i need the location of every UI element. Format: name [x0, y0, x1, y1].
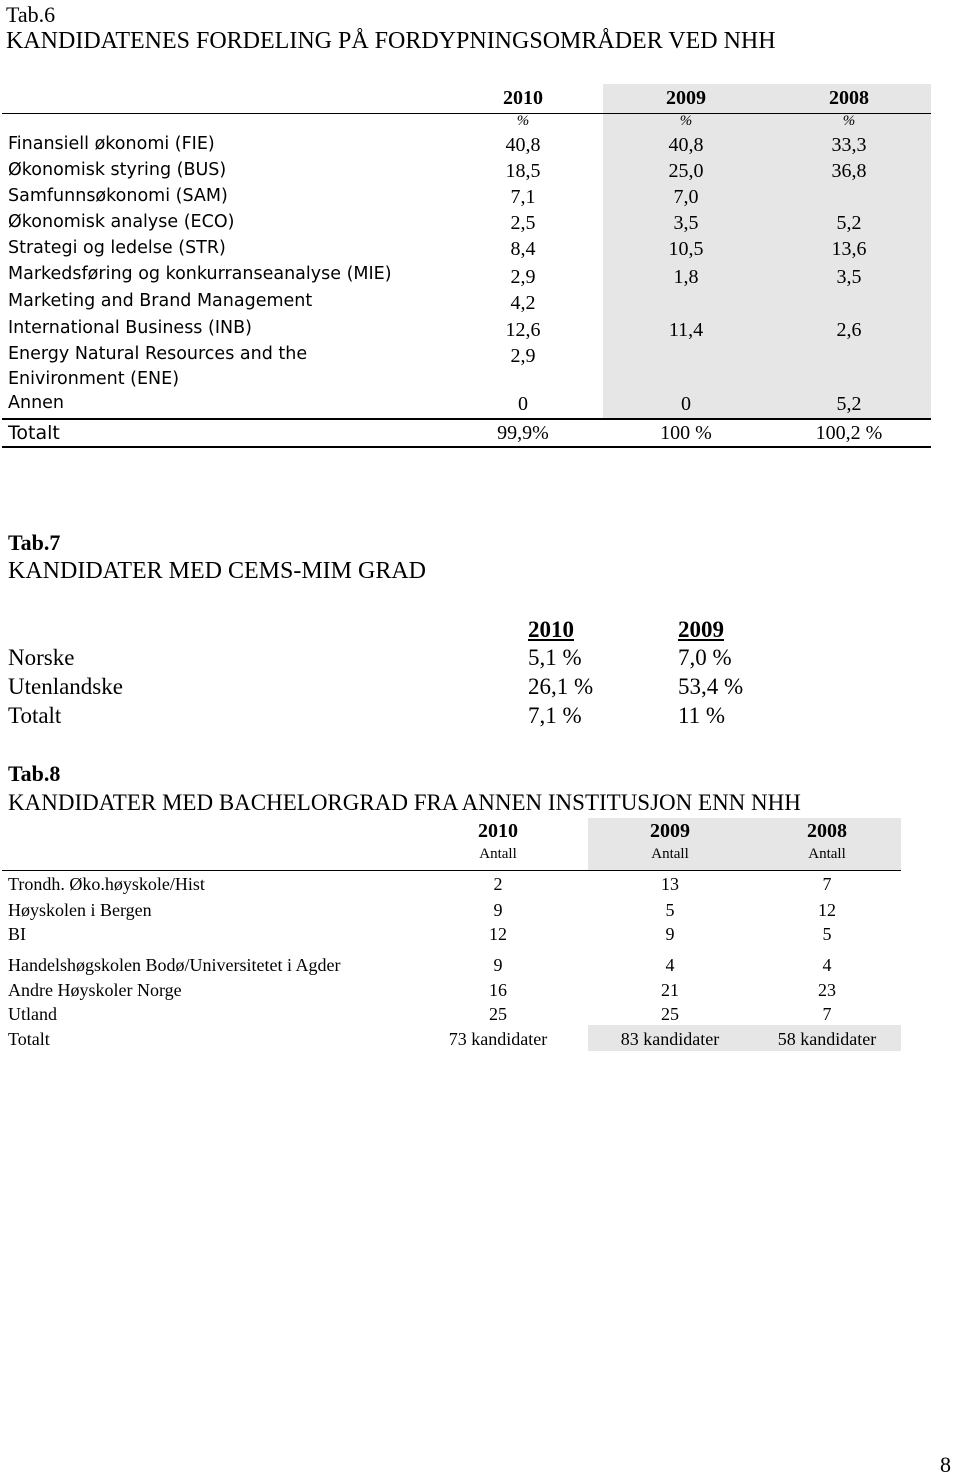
tab7-year-2010: 2010: [528, 617, 574, 642]
tab6-row-label: Økonomisk styring (BUS): [8, 160, 227, 180]
tab8-row-label: Utland: [8, 1004, 57, 1024]
tab8-unit-2008: Antall: [808, 846, 846, 862]
tab8-total-cell: 58 kandidater: [777, 1029, 877, 1049]
tab8-cell: 5: [665, 900, 675, 920]
tab6-unit-2010: %: [516, 113, 530, 129]
tab6-unit-2008: %: [842, 113, 856, 129]
tab6-year-2009: 2009: [666, 87, 706, 109]
tab8-label: Tab.8: [8, 761, 61, 786]
tab8-title: KANDIDATER MED BACHELORGRAD FRA ANNEN INSTITUSJON ENN NHH: [8, 790, 801, 815]
tab8-row-label: Høyskolen i Bergen: [8, 900, 152, 920]
tab6-rule-bottom: [2, 446, 931, 448]
tab8-cell: 9: [493, 900, 503, 920]
tab8-cell: 25: [489, 1004, 507, 1024]
tab6-cell: 8,4: [510, 238, 536, 260]
tab6-year-2008: 2008: [829, 87, 869, 109]
tab6-cell: 40,8: [505, 134, 541, 156]
tab8-unit-2010: Antall: [479, 846, 517, 862]
tab6-row-label: Samfunnsøkonomi (SAM): [8, 186, 228, 206]
tab8-row-label: Andre Høyskoler Norge: [8, 980, 182, 1000]
tab6-cell: 3,5: [836, 266, 862, 288]
tab8-cell: 12: [489, 924, 507, 944]
tab6-cell: 10,5: [668, 238, 704, 260]
tab6-cell: 2,5: [510, 212, 536, 234]
tab6-cell: 2,6: [836, 319, 862, 341]
tab8-cell: 7: [822, 874, 832, 894]
tab8-cell: 9: [665, 924, 675, 944]
tab6-rule-top: [2, 113, 931, 114]
tab6-cell: 4,2: [510, 292, 536, 314]
tab6-cell: 7,1: [510, 186, 536, 208]
tab6-cell: 18,5: [505, 160, 541, 182]
tab8-cell: 2: [493, 874, 503, 894]
tab6-row-label-line2: Enivironment (ENE): [8, 369, 180, 389]
tab8-cell: 21: [661, 980, 679, 1000]
tab6-row-label: Energy Natural Resources and the: [8, 344, 308, 364]
tab6-cell: 7,0: [673, 186, 699, 208]
tab7-cell: 5,1 %: [528, 645, 582, 670]
tab8-year-2009: 2009: [650, 820, 690, 842]
tab6-unit-2009: %: [679, 113, 693, 129]
tab6-cell: 1,8: [673, 266, 699, 288]
tab7-label: Tab.7: [8, 530, 61, 555]
tab7-cell: 11 %: [678, 703, 726, 728]
tab6-cell: 33,3: [831, 134, 867, 156]
tab8-cell: 4: [822, 955, 832, 975]
tab7-cell: 7,0 %: [678, 645, 732, 670]
tab6-rule-total-top: [2, 418, 931, 420]
tab6-total-cell: 100 %: [660, 422, 712, 444]
tab6-cell: 0: [681, 393, 691, 415]
tab6-title: KANDIDATENES FORDELING PÅ FORDYPNINGSOMRÅDER VED NHH: [6, 28, 776, 54]
tab6-row-label: International Business (INB): [8, 318, 252, 338]
tab8-row-label: BI: [8, 924, 26, 944]
tab6-cell: 2,9: [510, 266, 536, 288]
tab8-row-label: Handelshøgskolen Bodø/Universitetet i Agder: [8, 955, 341, 975]
tab6-cell: 2,9: [510, 345, 536, 367]
tab6-cell: 25,0: [668, 160, 704, 182]
tab6-cell: 11,4: [668, 319, 704, 341]
tab6-total-cell: 99,9%: [497, 422, 549, 444]
tab8-unit-2009: Antall: [651, 846, 689, 862]
tab7-cell: 26,1 %: [528, 674, 594, 699]
tab8-cell: 9: [493, 955, 503, 975]
tab6-label: Tab.6: [6, 2, 56, 27]
tab8-year-2010: 2010: [478, 820, 518, 842]
tab7-year-2009: 2009: [678, 617, 724, 642]
tab7-row-label: Norske: [8, 645, 75, 670]
page-number: 8: [940, 1452, 951, 1477]
tab8-cell: 13: [661, 874, 679, 894]
tab8-total-cell: 73 kandidater: [448, 1029, 548, 1049]
tab8-cell: 12: [818, 900, 836, 920]
tab8-cell: 5: [822, 924, 832, 944]
tab8-cell: 7: [822, 1004, 832, 1024]
tab6-total-label: Totalt: [8, 422, 60, 444]
tab7-cell: 7,1 %: [528, 703, 582, 728]
tab6-cell: 5,2: [836, 393, 862, 415]
tab6-cell: 0: [518, 393, 528, 415]
tab6-cell: 12,6: [505, 319, 541, 341]
tab8-year-2008: 2008: [807, 820, 847, 842]
tab6-total-cell: 100,2 %: [815, 422, 883, 444]
tab6-year-2010: 2010: [503, 87, 543, 109]
tab8-cell: 23: [818, 980, 836, 1000]
tab8-total-label: Totalt: [8, 1029, 50, 1049]
tab8-cell: 16: [489, 980, 507, 1000]
tab6-cell: 36,8: [831, 160, 867, 182]
tab6-cell: 3,5: [673, 212, 699, 234]
tab6-row-label: Markedsføring og konkurranseanalyse (MIE): [8, 264, 392, 284]
tab8-cell: 4: [665, 955, 675, 975]
tab6-cell: 40,8: [668, 134, 704, 156]
tab6-cell: 13,6: [831, 238, 867, 260]
tab6-row-label: Økonomisk analyse (ECO): [8, 212, 235, 232]
tab8-row-label: Trondh. Øko.høyskole/Hist: [8, 874, 205, 894]
tab8-cell: 25: [661, 1004, 679, 1024]
tab7-row-label: Totalt: [8, 703, 62, 728]
tab7-cell: 53,4 %: [678, 674, 744, 699]
tab6-row-label: Finansiell økonomi (FIE): [8, 134, 215, 154]
tab6-row-label: Strategi og ledelse (STR): [8, 238, 226, 258]
tab8-rule-header: [2, 870, 901, 871]
tab7-title: KANDIDATER MED CEMS-MIM GRAD: [8, 558, 427, 584]
tab8-total-cell: 83 kandidater: [620, 1029, 720, 1049]
tab6-cell: 5,2: [836, 212, 862, 234]
tab7-row-label: Utenlandske: [8, 674, 123, 699]
tab6-row-label: Marketing and Brand Management: [8, 291, 313, 311]
tab6-row-label: Annen: [8, 393, 65, 413]
